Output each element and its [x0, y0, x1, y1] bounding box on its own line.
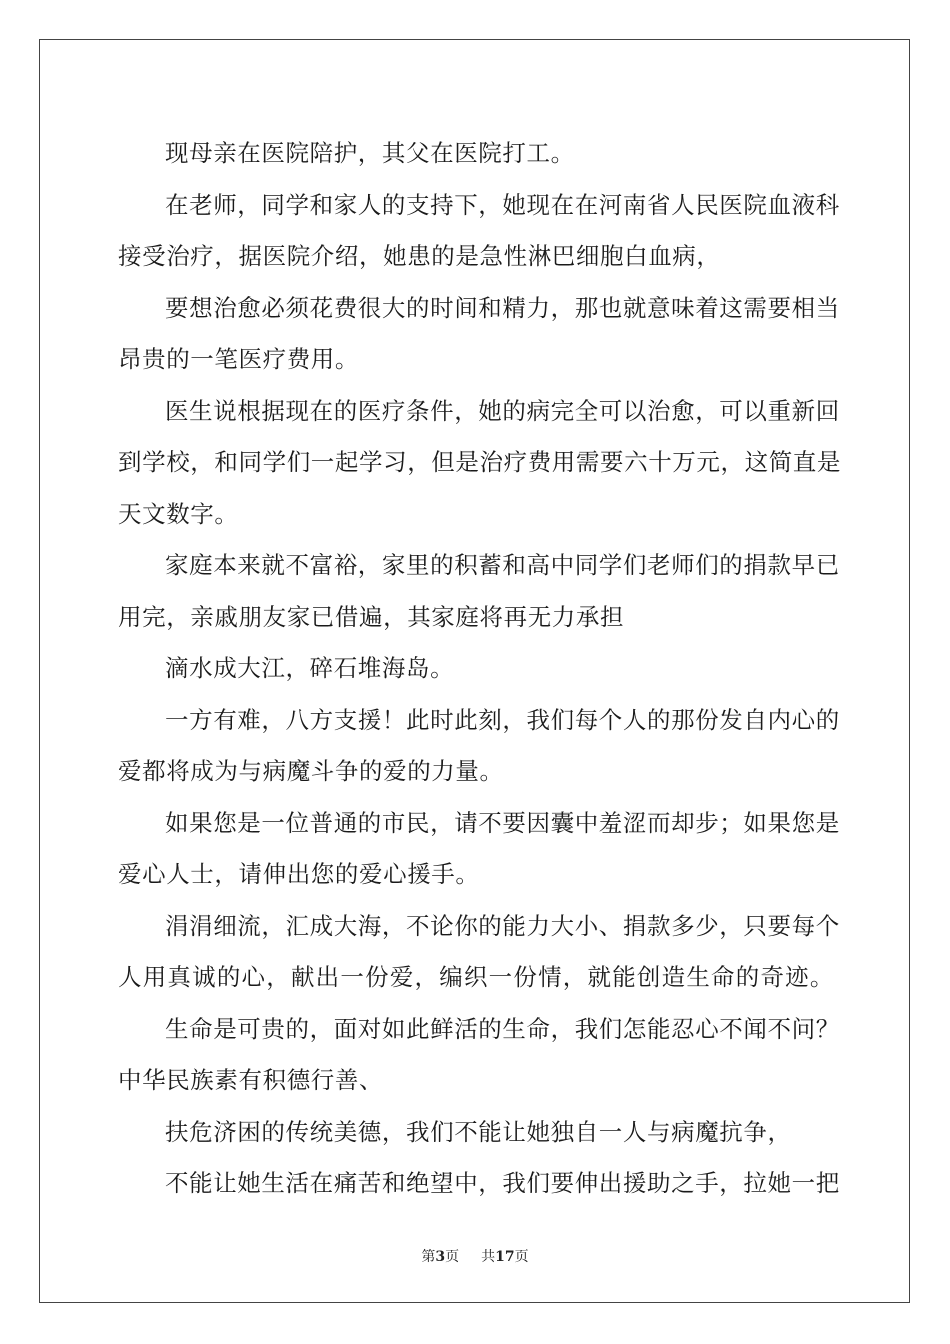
text-line: 现母亲在医院陪护，其父在医院打工。: [165, 139, 575, 167]
current-page-number: 3: [435, 1249, 446, 1265]
text-line: 昂贵的一笔医疗费用。: [118, 345, 359, 373]
text-line: 涓涓细流，汇成大海，不论你的能力大小、捐款多少，只要每个: [165, 911, 840, 940]
text-line: 滴水成大江，碎石堆海岛。: [165, 654, 455, 682]
text-line: 在老师，同学和家人的支持下，她现在在河南省人民医院血液科: [165, 190, 840, 219]
text-line: 一方有难，八方支援！此时此刻，我们每个人的那份发自内心的: [165, 705, 840, 734]
text-line: 爱心人士，请伸出您的爱心援手。: [118, 860, 480, 888]
text-line: 扶危济困的传统美德，我们不能让她独自一人与病魔抗争，: [165, 1117, 792, 1146]
text-line: 人用真诚的心，献出一份爱，编织一份情，就能创造生命的奇迹。: [118, 963, 834, 991]
page-footer: [0, 1246, 950, 1266]
text-line: 天文数字。: [118, 499, 239, 528]
text-line: 家庭本来就不富裕，家里的积蓄和高中同学们老师们的捐款早已: [165, 551, 840, 579]
text-line: 爱都将成为与病魔斗争的爱的力量。: [118, 757, 504, 785]
text-line: 不能让她生活在痛苦和绝望中，我们要伸出援助之手，拉她一把: [165, 1169, 840, 1197]
text-line: 用完，亲戚朋友家已借遍，其家庭将再无力承担: [118, 602, 625, 631]
total-pages-label: 共17页: [481, 1249, 529, 1265]
page-number-label: 第3页: [421, 1249, 460, 1265]
text-line: 到学校，和同学们一起学习，但是治疗费用需要六十万元，这简直是: [118, 448, 841, 476]
text-line: 中华民族素有积德行善、: [118, 1066, 384, 1094]
text-line: 要想治愈必须花费很大的时间和精力，那也就意味着这需要相当: [165, 293, 840, 322]
document-body: [118, 128, 841, 1210]
text-line: 如果您是一位普通的市民，请不要因囊中羞涩而却步；如果您是: [165, 808, 840, 837]
text-line: 接受治疗，据医院介绍，她患的是急性淋巴细胞白血病，: [118, 242, 721, 270]
total-pages-number: 17: [495, 1249, 515, 1265]
text-line: 生命是可贵的，面对如此鲜活的生命，我们怎能忍心不闻不问？: [165, 1014, 840, 1043]
text-line: 医生说根据现在的医疗条件，她的病完全可以治愈，可以重新回: [165, 396, 840, 425]
